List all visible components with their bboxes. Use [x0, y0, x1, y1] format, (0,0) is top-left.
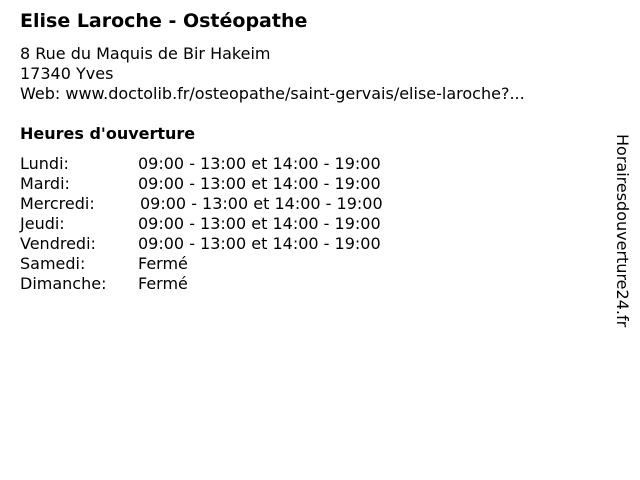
hours-heading: Heures d'ouverture	[20, 124, 196, 143]
time-value: Fermé	[138, 254, 188, 273]
website-line[interactable]: Web: www.doctolib.fr/osteopathe/saint-gervais/elise-laroche?...	[20, 84, 525, 103]
day-label: Jeudi:	[20, 214, 65, 233]
day-label: Samedi:	[20, 254, 86, 273]
business-title: Elise Laroche - Ostéopathe	[20, 10, 308, 32]
day-label: Mercredi:	[20, 194, 95, 213]
time-value: 09:00 - 13:00 et 14:00 - 19:00	[138, 154, 381, 173]
address-line-1: 8 Rue du Maquis de Bir Hakeim	[20, 44, 271, 63]
time-value: 09:00 - 13:00 et 14:00 - 19:00	[138, 234, 381, 253]
day-label: Vendredi:	[20, 234, 96, 253]
day-label: Mardi:	[20, 174, 70, 193]
time-value: 09:00 - 13:00 et 14:00 - 19:00	[138, 174, 381, 193]
site-watermark: Horairesdouverture24.fr	[613, 134, 632, 328]
time-value: 09:00 - 13:00 et 14:00 - 19:00	[140, 194, 383, 213]
address-line-2: 17340 Yves	[20, 64, 114, 83]
time-value: 09:00 - 13:00 et 14:00 - 19:00	[138, 214, 381, 233]
day-label: Lundi:	[20, 154, 69, 173]
business-address	[20, 44, 525, 104]
day-label: Dimanche:	[20, 274, 107, 293]
time-value: Fermé	[138, 274, 188, 293]
